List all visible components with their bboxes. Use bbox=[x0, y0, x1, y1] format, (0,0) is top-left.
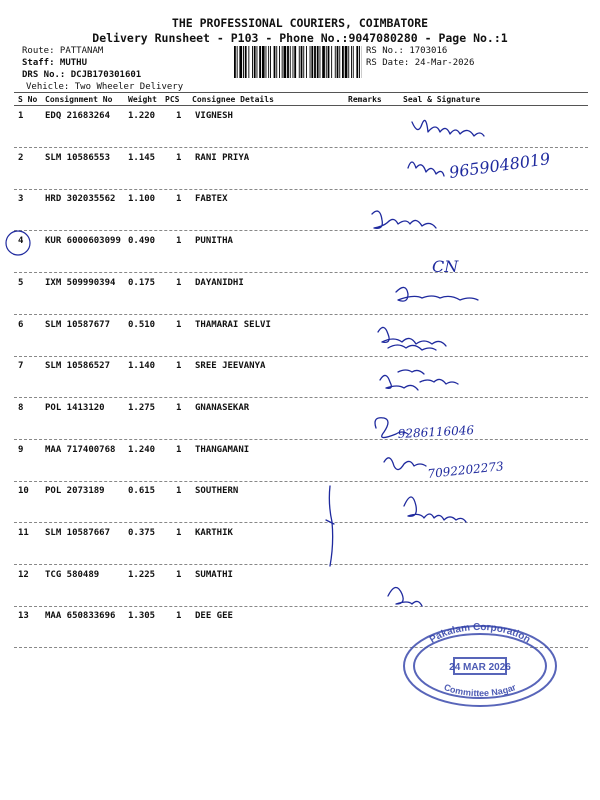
row-sno: 8 bbox=[18, 402, 24, 413]
row-consignment-no: POL 1413120 bbox=[45, 402, 105, 413]
rs-date: RS Date: 24-Mar-2026 bbox=[366, 58, 475, 68]
stamp-top-text: Pakalam Corporation bbox=[427, 621, 533, 646]
signature-9-phone: 7092202273 bbox=[426, 459, 505, 481]
row-weight: 1.275 bbox=[128, 402, 156, 413]
row-pcs: 1 bbox=[176, 111, 182, 121]
row-consignee: SOUTHERN bbox=[195, 486, 239, 497]
seal-stamp bbox=[400, 620, 560, 710]
row-sno: 10 bbox=[18, 486, 29, 497]
col-consignment: Consignment No bbox=[45, 95, 113, 104]
row-consignment-no: SLM 10586527 bbox=[45, 361, 111, 372]
signature-8-phone: 9286116046 bbox=[397, 423, 475, 441]
row-consignee: RANI PRIYA bbox=[195, 152, 250, 163]
row-pcs: 1 bbox=[176, 277, 182, 288]
row-weight: 0.490 bbox=[128, 236, 156, 247]
row-consignee: GNANASEKAR bbox=[195, 402, 250, 413]
row-consignee: THANGAMANI bbox=[195, 444, 250, 455]
row-consignee: DAYANIDHI bbox=[195, 277, 244, 288]
row-weight: 1.145 bbox=[128, 152, 156, 163]
row-consignment-no: IXM 509990394 bbox=[45, 277, 116, 288]
vehicle-text: Vehicle: Two Wheeler Delivery bbox=[26, 82, 184, 92]
row-pcs: 1 bbox=[176, 319, 182, 330]
row-consignment-no: HRD 302035562 bbox=[45, 194, 116, 205]
company-title: THE PROFESSIONAL COURIERS, COIMBATORE bbox=[171, 16, 429, 30]
stamp-bottom-text: Committee Nagar bbox=[442, 682, 518, 699]
signature-10-scribble bbox=[404, 497, 466, 522]
row-consignee: THAMARAI SELVI bbox=[195, 319, 271, 330]
row-pcs: 1 bbox=[176, 236, 182, 247]
signature-5-scribble bbox=[396, 287, 478, 301]
row-consignee: DEE GEE bbox=[195, 611, 233, 622]
col-pcs: PCS bbox=[165, 95, 180, 104]
staff-text: Staff: MUTHU bbox=[22, 58, 88, 68]
drs-number: DRS No.: DCJB170301601 bbox=[22, 70, 142, 80]
row-weight: 1.220 bbox=[128, 111, 156, 121]
row-consignee: SREE JEEVANYA bbox=[195, 361, 266, 372]
row-sno: 7 bbox=[18, 361, 24, 372]
signature-3-scribble bbox=[372, 211, 436, 228]
stamp-date: 24 MAR 2026 bbox=[449, 662, 511, 673]
row-weight: 0.510 bbox=[128, 319, 156, 330]
row-pcs: 1 bbox=[176, 528, 182, 538]
row-weight: 1.240 bbox=[128, 444, 156, 455]
row-pcs: 1 bbox=[176, 569, 182, 580]
row-sno: 5 bbox=[18, 277, 24, 288]
col-sno: S No bbox=[18, 95, 38, 104]
row-sno: 1 bbox=[18, 111, 24, 121]
row-sno: 11 bbox=[18, 528, 29, 538]
row-consignment-no: SLM 10587677 bbox=[45, 319, 111, 330]
runsheet-subtitle: Delivery Runsheet - P103 - Phone No.:9047080280 - Page No.:1 bbox=[92, 31, 508, 45]
route-text: Route: PATTANAM bbox=[22, 46, 104, 56]
row-pcs: 1 bbox=[176, 361, 182, 372]
row-weight: 1.225 bbox=[128, 569, 156, 580]
row-consignment-no: EDQ 21683264 bbox=[45, 111, 111, 121]
row-pcs: 1 bbox=[176, 194, 182, 205]
row-consignee: SUMATHI bbox=[195, 569, 233, 580]
row-consignment-no: TCG 580489 bbox=[45, 569, 100, 580]
row-weight: 0.375 bbox=[128, 528, 156, 538]
row-weight: 1.140 bbox=[128, 361, 156, 372]
row-pcs: 1 bbox=[176, 444, 182, 455]
row-consignee: PUNITHA bbox=[195, 236, 233, 247]
row-pcs: 1 bbox=[176, 486, 182, 497]
row-consignee: FABTEX bbox=[195, 194, 228, 205]
row-consignment-no: POL 2073189 bbox=[45, 486, 105, 497]
remarks-margin-stroke bbox=[329, 486, 332, 566]
row-consignment-no: MAA 650833696 bbox=[45, 611, 116, 622]
row-consignment-no: MAA 717400768 bbox=[45, 444, 116, 455]
row-pcs: 1 bbox=[176, 611, 182, 622]
signature-6-scribble bbox=[378, 327, 446, 346]
row-pcs: 1 bbox=[176, 402, 182, 413]
row-consignment-no: SLM 10587667 bbox=[45, 528, 111, 538]
row-consignee: KARTHIK bbox=[195, 528, 233, 538]
col-weight: Weight bbox=[128, 95, 157, 104]
row-consignee: VIGNESH bbox=[195, 111, 233, 121]
row-consignment-no: KUR 6000603099 bbox=[45, 236, 121, 247]
row-sno: 13 bbox=[18, 611, 29, 622]
row-weight: 1.305 bbox=[128, 611, 156, 622]
row-sno: 3 bbox=[18, 194, 24, 205]
row-sno: 12 bbox=[18, 569, 29, 580]
row-consignment-no: SLM 10586553 bbox=[45, 152, 111, 163]
signature-7-scribble bbox=[380, 375, 418, 390]
signature-5-note: CN bbox=[432, 257, 459, 276]
signature-2-scribble bbox=[408, 162, 444, 176]
signature-12-scribble bbox=[388, 587, 422, 606]
row4-circle-mark bbox=[6, 231, 30, 255]
row-sno: 9 bbox=[18, 444, 24, 455]
row-sno: 2 bbox=[18, 152, 24, 163]
row-pcs: 1 bbox=[176, 152, 182, 163]
col-consignee: Consignee Details bbox=[192, 95, 274, 104]
row-sno: 6 bbox=[18, 319, 24, 330]
signature-9-scribble bbox=[384, 458, 426, 470]
signature-1-scribble bbox=[412, 120, 484, 136]
row-weight: 1.100 bbox=[128, 194, 156, 205]
col-remarks: Remarks bbox=[348, 95, 382, 104]
rs-number: RS No.: 1703016 bbox=[366, 46, 448, 56]
row-sno: 4 bbox=[18, 236, 24, 247]
signature-2-phone: 9659048019 bbox=[447, 148, 552, 182]
row-weight: 0.175 bbox=[128, 277, 156, 288]
row-weight: 0.615 bbox=[128, 486, 156, 497]
col-seal-signature: Seal & Signature bbox=[403, 95, 481, 104]
